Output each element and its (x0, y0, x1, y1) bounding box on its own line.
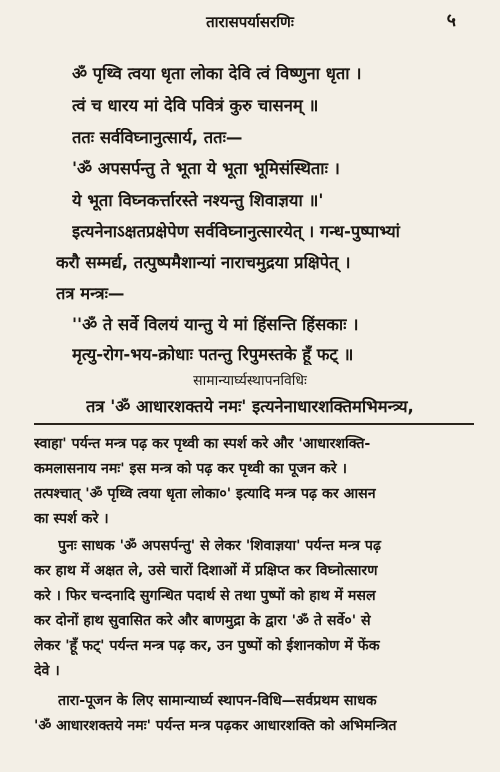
commentary-line: तत्पश्चात् 'ॐ पृथ्वि त्वया धृता लोका०' इत्यादि मन्त्र पढ़ कर आसन (34, 486, 376, 502)
verse-line: इत्यनेनाऽक्षतप्रक्षेपेण सर्वविघ्नानुत्सारयेत् । गन्ध-पुष्पाभ्यां (72, 222, 400, 241)
page-number: ५ (446, 10, 456, 31)
commentary-line: स्वाहा' पर्यन्त मन्त्र पढ़ कर पृथ्वी का स्पर्श करे और 'आधारशक्ति- (34, 436, 371, 452)
verse-line: ''ॐ ते सर्वे विलयं यान्तु ये मां हिंसन्ति हिंसकाः । (72, 315, 359, 334)
commentary-line: देवे । (34, 663, 60, 679)
commentary-line: करे । फिर चन्दनादि सुगन्धित पदार्थ से तथा पुष्पों को हाथ में मसल (34, 588, 376, 604)
section-divider (34, 423, 474, 425)
section-heading: सामान्यार्घ्यस्थापनविधिः (193, 373, 307, 389)
verse-line: करौ सम्मर्द्य, तत्पुष्पमैशान्यां नाराचमुद्रया प्रक्षिपेत् । (56, 253, 351, 272)
verse-line: 'ॐ अपसर्पन्तु ते भूता ये भूता भूमिसंस्थिताः । (72, 159, 340, 178)
verse-line: त्वं च धारय मां देवि पवित्रं कुरु चासनम् ॥ (72, 96, 319, 115)
verse-line: ये भूता विघ्नकर्त्तारस्ते नश्यन्तु शिवाज्ञया ॥' (72, 191, 324, 210)
commentary-line: पुनः साधक 'ॐ अपसर्पन्तु' से लेकर 'शिवाज्ञया' पर्यन्त मन्त्र पढ़ (58, 538, 381, 554)
commentary-line: 'ॐ आधारशक्तये नमः' पर्यन्त मन्त्र पढ़कर आधारशक्ति को अभिमन्त्रित (34, 718, 397, 734)
commentary-line: कर दोनों हाथ सुवासित करे और बाणमुद्रा के द्वारा 'ॐ ते सर्वे०' से (34, 613, 371, 629)
commentary-line: का स्पर्श करे । (34, 511, 109, 527)
commentary-line: तारा-पूजन के लिए सामान्यार्घ्य स्थापन-विधि—सर्वप्रथम साधक (58, 693, 377, 709)
verse-line: तत्र मन्त्रः— (56, 284, 125, 303)
verse-line: मृत्यु-रोग-भय-क्रोधाः पतन्तु रिपुमस्तके हूँ फट् ॥ (72, 345, 354, 364)
section-line: तत्र 'ॐ आधारशक्तये नमः' इत्यनेनाधारशक्तिमभिमन्त्र्य, (86, 397, 414, 416)
verse-line: ततः सर्वविघ्नानुत्सार्य, ततः— (72, 128, 243, 147)
running-header-title: तारासपर्यासरणिः (206, 13, 294, 31)
commentary-line: कमलासनाय नमः' इस मन्त्र को पढ़ कर पृथ्वी का पूजन करे । (34, 461, 347, 477)
commentary-line: लेकर 'हूँ फट्' पर्यन्त मन्त्र पढ़ कर, उन पुष्पों को ईशानकोण में फेंक (34, 638, 380, 654)
verse-line: ॐ पृथ्वि त्वया धृता लोका देवि त्वं विष्णुना धृता । (72, 64, 362, 83)
commentary-line: कर हाथ में अक्षत ले, उसे चारों दिशाओं में प्रक्षिप्त कर विघ्नोत्सारण (34, 563, 378, 579)
